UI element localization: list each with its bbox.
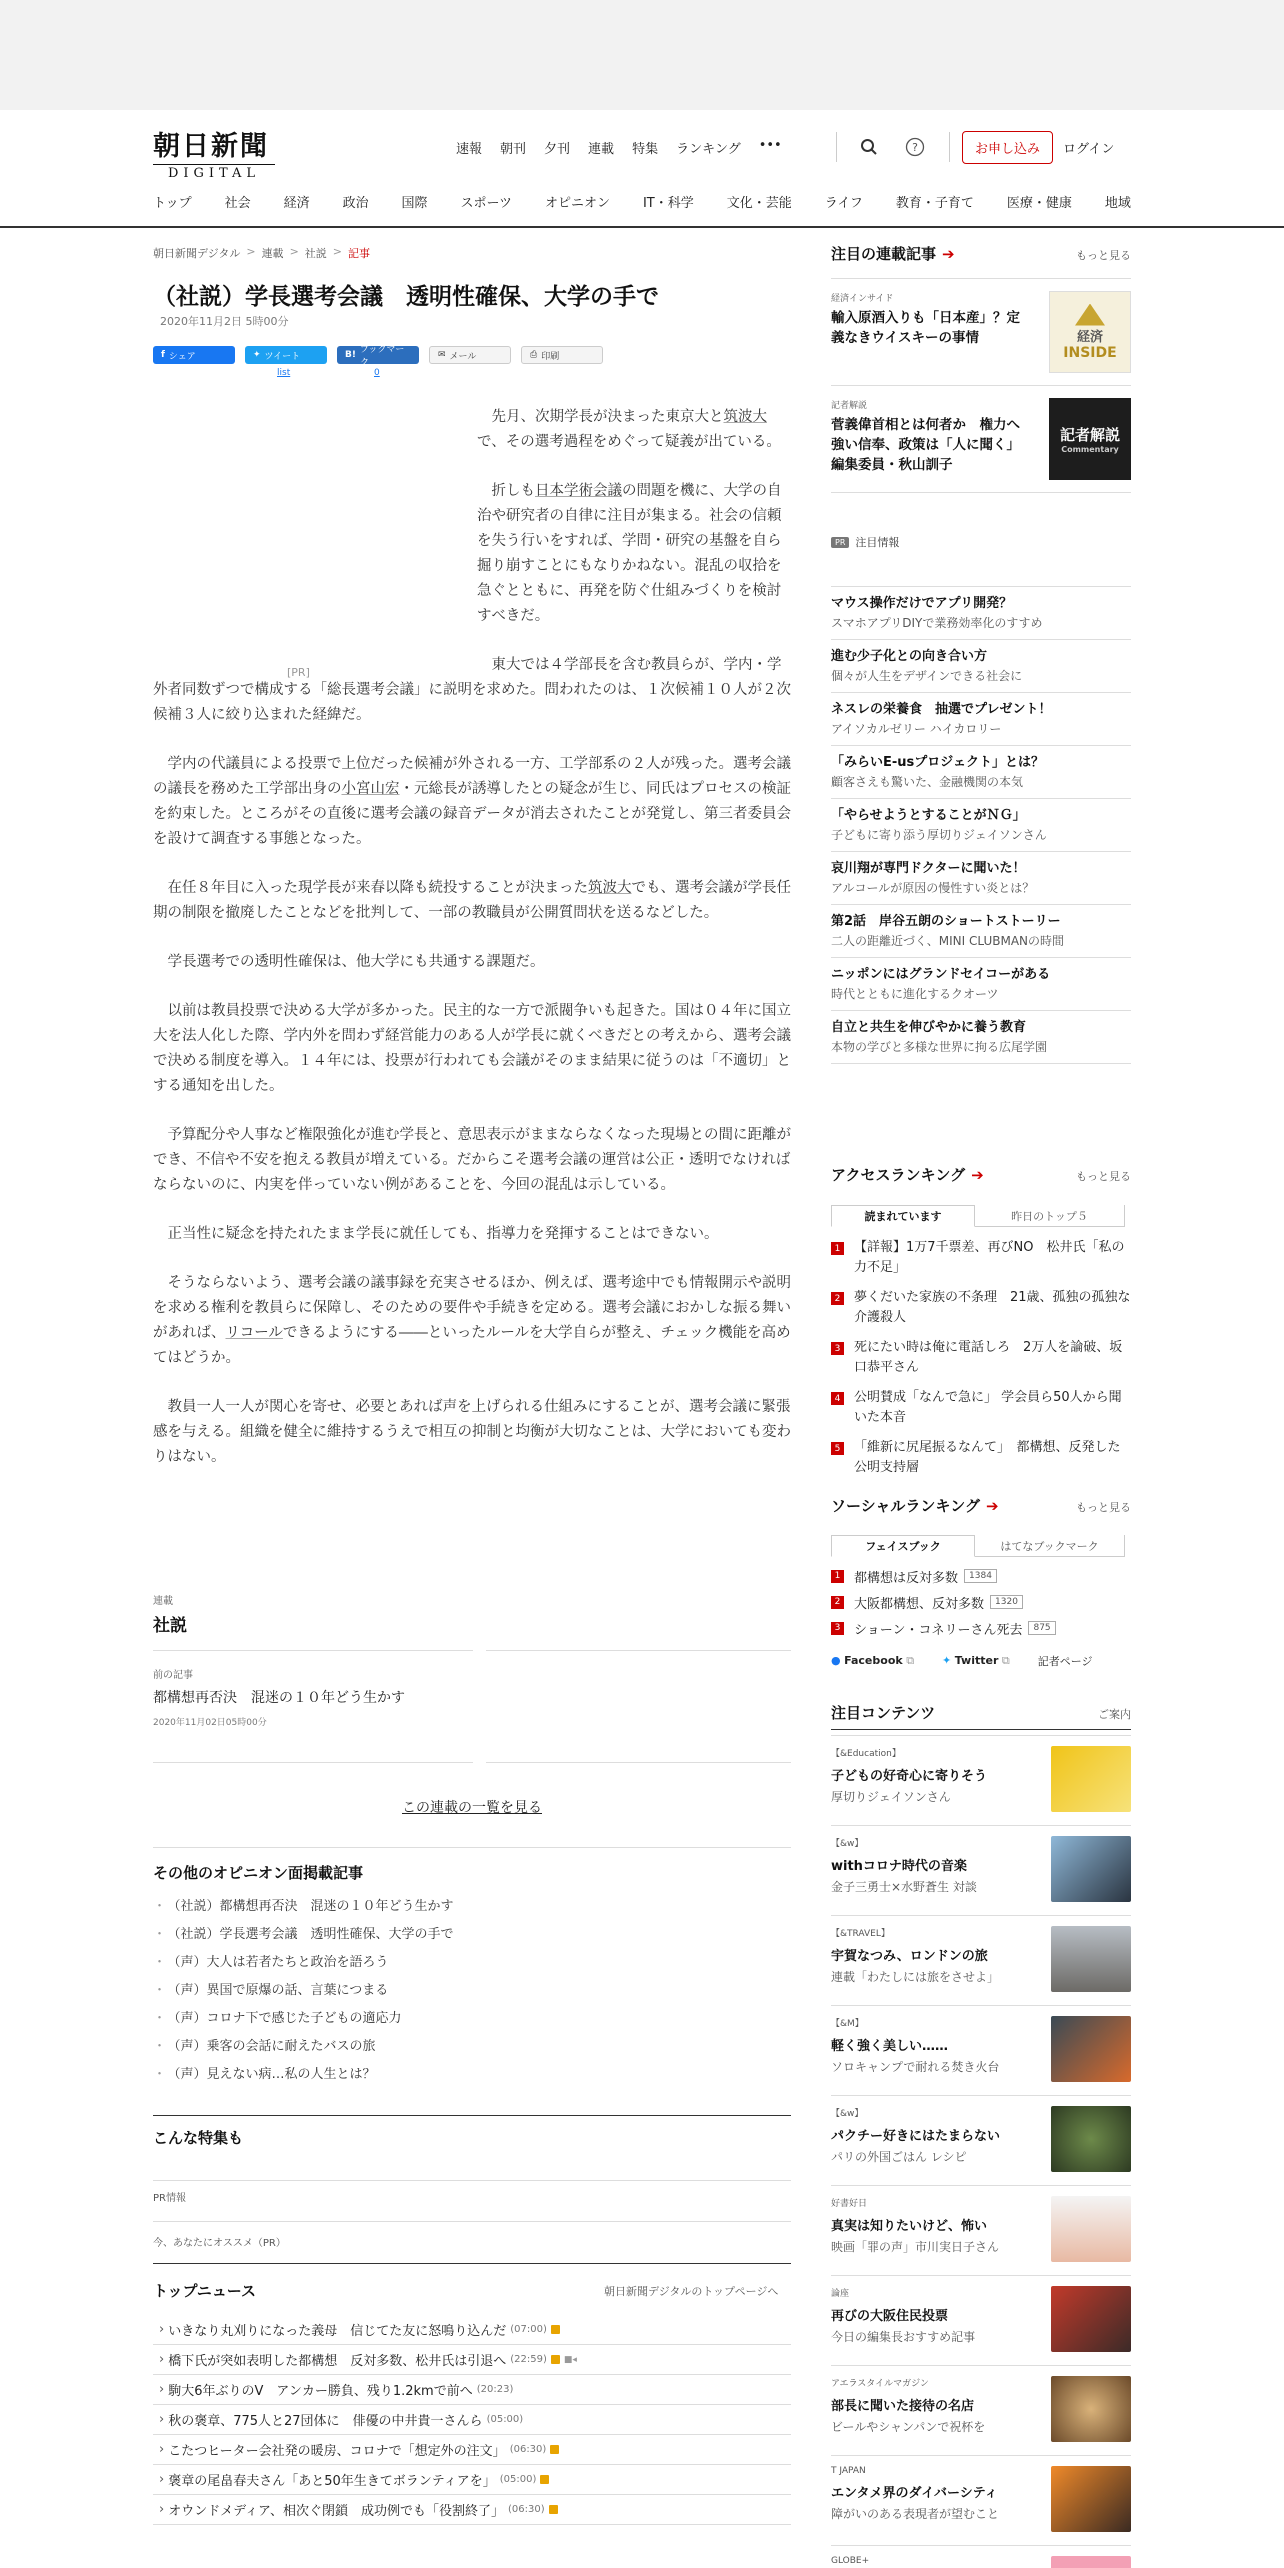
- social-footer: [831, 1653, 1131, 1669]
- series-card[interactable]: 記者解説 菅義偉首相とは何者か 権力へ強い信奉、政策は「人に聞く」 編集委員・秋山訓子 記者解説 Commentary: [831, 386, 1131, 493]
- pr-item[interactable]: 「やらせようとすることがＮＧ」 子どもに寄り添う厚切りジェイソンさん: [831, 799, 1131, 852]
- crumb-rensai[interactable]: 連載: [261, 247, 284, 260]
- pr-item[interactable]: 自立と共生を伸びやかに養う教育 本物の学びと多様な世界に拘る広尾学園: [831, 1011, 1131, 1064]
- arrow-right-icon: ➔: [942, 244, 955, 263]
- divider: [153, 1762, 473, 1763]
- content-thumbnail: [1051, 2376, 1131, 2442]
- paragraph: 教員一人一人が関心を寄せ、必要とあれば声を上げられる仕組みにすることが、選考会議に緊張感を与える。組織を健全に維持するうえで相互の抑制と均衡が大切なことは、大学においても変わりはない。: [153, 1399, 791, 1465]
- recommend-label: 今、あなたにオススメ（PR）: [153, 2238, 286, 2249]
- article-body: [153, 405, 791, 1494]
- top-nav: [456, 138, 800, 157]
- external-link-icon: ⧉: [1001, 1654, 1010, 1667]
- pr-item[interactable]: マウス操作だけでアプリ開発？ スマホアプリDIYで業務効率化のすすめ: [831, 587, 1131, 640]
- site-header: [0, 110, 1284, 228]
- top-page-link[interactable]: 朝日新聞デジタルのトップページへ: [604, 2285, 779, 2298]
- news-item[interactable]: › 褒章の尾畠春夫さん「あと50年生きてボランティアを」 (05:00): [153, 2465, 791, 2495]
- content-card[interactable]: アエラスタイルマガジン 部長に聞いた接待の名店 ビールやシャンパンで祝杯を: [831, 2365, 1131, 2455]
- twitter-icon: ✦: [942, 1654, 952, 1667]
- tab-yesterday-top5[interactable]: 昨日のトップ５: [975, 1205, 1125, 1227]
- hatena-bookmark-button[interactable]: B! ブックマーク: [337, 346, 419, 364]
- lock-icon: [551, 2325, 560, 2334]
- content-card[interactable]: 【&M】 軽く強く美しい…… ソロキャンプで耐れる焚き火台: [831, 2005, 1131, 2095]
- paragraph: 以前は教員投票で決める大学が多かった。民主的な一方で派閥争いも起きた。国は０４年に国立大を法人化した際、学内外を問わず経営能力のある人が学長に就くべきだとの考えから、選考会議で決める制度を導入。１４年には、投票が行われても会議がそのまま結果に従うのは「不適切」とする通知を出した。: [153, 1003, 791, 1094]
- content-card[interactable]: 論座 再びの大阪住民投票 今日の編集長おすすめ記事: [831, 2275, 1131, 2365]
- bookmark-count[interactable]: 0: [374, 368, 380, 378]
- login-link[interactable]: ログイン: [1063, 141, 1115, 157]
- article-date: 2020年11月2日 5時00分: [160, 315, 289, 328]
- cat-sports[interactable]: スポーツ: [460, 196, 513, 211]
- divider: [153, 2263, 791, 2264]
- top-news-heading: トップニュース: [153, 2282, 257, 2300]
- mail-icon: ✉: [438, 350, 446, 360]
- prev-article[interactable]: 前の記事 都構想再否決 混迷の１０年どう生かす 2020年11月02日05時00分: [153, 1670, 405, 1728]
- kisha-kaisetsu-thumbnail: 記者解説 Commentary: [1049, 398, 1131, 480]
- paragraph: 学長選考での透明性確保は、他大学にも共通する課題だ。: [167, 954, 545, 970]
- chart-icon: [1075, 304, 1105, 326]
- facebook-icon: ●: [831, 1654, 841, 1667]
- news-item[interactable]: › オウンドメディア、相次ぐ閉鎖 成功例でも「役割終了」 (06:30): [153, 2495, 791, 2525]
- external-link-icon: ⧉: [906, 1654, 915, 1667]
- list-item[interactable]: ・ （声）見えない病…私の人生とは？: [153, 2061, 791, 2089]
- social-ranking-heading: ソーシャルランキング ➔ もっと見る: [831, 1496, 1131, 1515]
- hatena-icon: B!: [345, 350, 356, 360]
- ranking-item[interactable]: 4 公明賛成「なんで急に」 学会員ら50人から聞いた本音: [831, 1383, 1131, 1433]
- divider: [949, 132, 950, 162]
- news-item[interactable]: › 駒大6年ぶりのV アンカー勝負、残り1.2kmで前へ (20:23): [153, 2375, 791, 2405]
- nav-choukan[interactable]: 朝刊: [500, 142, 527, 157]
- nav-more[interactable]: •••: [758, 138, 782, 153]
- top-news-list: [153, 2315, 791, 2525]
- cat-life[interactable]: ライフ: [824, 196, 863, 211]
- content-card[interactable]: 【&Education】 子どもの好奇心に寄りそう 厚切りジェイソンさん: [831, 1735, 1131, 1825]
- tag-link[interactable]: 小宮山宏: [341, 781, 400, 797]
- help-icon[interactable]: [903, 135, 927, 159]
- pr-info-label: PR情報: [153, 2193, 186, 2204]
- mail-button[interactable]: ✉ メール: [429, 346, 511, 364]
- more-link[interactable]: もっと見る: [1076, 249, 1131, 262]
- nav-tokushu[interactable]: 特集: [632, 142, 659, 157]
- video-icon: ■◂: [563, 2354, 577, 2365]
- social-tabs: [831, 1535, 1131, 1557]
- tokushu-heading: こんな特集も: [153, 2129, 244, 2147]
- more-link[interactable]: もっと見る: [1076, 1170, 1131, 1183]
- news-item[interactable]: › 秋の褒章、775人と27団体に 俳優の中井貴一さんら (05:00): [153, 2405, 791, 2435]
- list-item[interactable]: ・ （声）大人は若者たちと政治を語ろう: [153, 1949, 791, 1977]
- list-item[interactable]: ・ （社説）都構想再否決 混迷の１０年どう生かす: [153, 1893, 791, 1921]
- facebook-share-button[interactable]: f シェア: [153, 346, 235, 364]
- list-item[interactable]: ・ （社説）学長選考会議 透明性確保、大学の手で: [153, 1921, 791, 1949]
- pr-item[interactable]: 第2話 岸谷五朗のショートストーリー 二人の距離近づく、MINI CLUBMANの時間: [831, 905, 1131, 958]
- chevron-right-icon: ›: [159, 2382, 165, 2397]
- rank-number: 1: [831, 1570, 844, 1583]
- chevron-right-icon: ›: [159, 2472, 165, 2487]
- pr-item[interactable]: ネスレの栄養食 抽選でプレゼント！ アイソカルゼリー ハイカロリー: [831, 693, 1131, 746]
- ranking-item[interactable]: 2 大阪都構想、反対多数 1320: [831, 1589, 1131, 1615]
- news-item[interactable]: › こたつヒーター会社発の暖房、コロナで「想定外の注文」 (06:30): [153, 2435, 791, 2465]
- paragraph: 在任８年目に入った現学長が来春以降も続投することが決まった筑波大でも、選考会議が学長任期の制限を撤廃したことなどを批判して、一部の教職員が公開質問状を送るなどした。: [153, 880, 791, 921]
- rank-number: 1: [831, 1242, 844, 1255]
- cat-it[interactable]: IT・科学: [642, 196, 694, 211]
- rank-number: 2: [831, 1596, 844, 1609]
- crumb-home[interactable]: 朝日新聞デジタル: [153, 247, 241, 260]
- chevron-right-icon: ›: [159, 2412, 165, 2427]
- lock-icon: [549, 2505, 558, 2514]
- paragraph: 先月、次期学長が決まった東京大と筑波大で、その選考過程をめぐって疑義が出ている。: [477, 409, 781, 450]
- nav-yuukan[interactable]: 夕刊: [544, 142, 571, 157]
- top-ad-banner: [0, 0, 1284, 110]
- cat-iryo[interactable]: 医療・健康: [1006, 196, 1072, 211]
- divider: [836, 132, 837, 162]
- list-item[interactable]: ・ （声）コロナ下で感じた子どもの適応力: [153, 2005, 791, 2033]
- series-info: 連載 社説: [153, 1592, 791, 1636]
- cat-kokusai[interactable]: 国際: [401, 196, 428, 211]
- list-item[interactable]: ・ （声）乗客の会話に耐えたバスの旅: [153, 2033, 791, 2061]
- twitter-icon: ✦: [253, 350, 261, 360]
- tab-facebook[interactable]: フェイスブック: [831, 1535, 975, 1557]
- pr-list: [831, 586, 1131, 1064]
- search-icon[interactable]: [857, 135, 881, 159]
- ranking-item[interactable]: 3 ショーン・コネリーさん死去 875: [831, 1615, 1131, 1641]
- divider: [486, 1650, 791, 1651]
- keizai-inside-thumbnail: 経済 INSIDE: [1049, 291, 1131, 373]
- tag-link[interactable]: 筑波大: [588, 880, 632, 896]
- tag-link[interactable]: 日本学術会議: [535, 483, 622, 499]
- pr-heading: PR 注目情報: [831, 534, 1131, 550]
- news-item[interactable]: › 橋下氏が突如表明した都構想 反対多数、松井氏は引退へ (22:59) ■◂: [153, 2345, 791, 2375]
- content-card[interactable]: 【&TRAVEL】 宇賀なつみ、ロンドンの旅 連載「わたしには旅をさせよ」: [831, 1915, 1131, 2005]
- divider: [486, 1762, 791, 1763]
- print-button[interactable]: ⎙ 印刷: [521, 346, 603, 364]
- facebook-link[interactable]: ● Facebook ⧉: [831, 1654, 915, 1667]
- ranking-item[interactable]: 3 死にたい時は俺に電話しろ 2万人を論破、坂口恭平さん: [831, 1333, 1131, 1383]
- cat-seiji[interactable]: 政治: [342, 196, 369, 211]
- content-card[interactable]: T JAPAN エンタメ界のダイバーシティ 障がいのある表現者が望むこと: [831, 2455, 1131, 2545]
- paragraph: 学内の代議員による投票で上位だった候補が外される一方、工学部系の２人が残った。選考会議の議長を務めた工学部出身の小宮山宏・元総長が誘導したとの疑念が生じ、同氏はプロセスの検証を約束した。ところがその直後に選考会議の録音データが消去されたことが発覚し、第三者委員会を設けて調査する事態となった。: [153, 756, 791, 847]
- content-card[interactable]: 【&w】 パクチー好きにはたまらない パリの外国ごはん レシピ: [831, 2095, 1131, 2185]
- arrow-right-icon: ➔: [971, 1165, 984, 1184]
- featured-contents-list: [831, 1735, 1131, 2568]
- tag-link[interactable]: 筑波大: [723, 409, 767, 425]
- featured-series: 注目の連載記事 ➔ もっと見る 経済インサイド 輸入原酒入りも「日本産」？定義なきウイスキーの事情 経済 INSIDE 記者解説 菅義偉首相とは何者か 権力へ強い信奉、政策は「人に聞く」 編集委員・秋山訓子 記者解説 Commentary: [831, 243, 1131, 493]
- content-card[interactable]: GLOBE+: [831, 2545, 1131, 2568]
- paragraph: 折しも日本学術会議の問題を機に、大学の自治や研究者の自律に注目が集まる。社会の信頼を失う行いをすれば、学問・研究の基盤を自ら掘り崩すことにもなりかねない。混乱の収拾を急ぐとともに、再発を防ぐ仕組みづくりを検討すべきだ。: [477, 483, 782, 624]
- cat-chiiki[interactable]: 地域: [1104, 196, 1131, 211]
- more-link[interactable]: もっと見る: [1076, 1501, 1131, 1514]
- content-thumbnail: [1051, 2466, 1131, 2532]
- guide-link[interactable]: ご案内: [1098, 1708, 1131, 1721]
- divider: [153, 1847, 791, 1848]
- content-thumbnail: [1051, 2286, 1131, 2352]
- pr-badge: PR: [831, 537, 849, 548]
- crumb-current: 記事: [348, 247, 370, 260]
- nav-sokuho[interactable]: 速報: [456, 142, 483, 157]
- twitter-share-button[interactable]: ✦ ツイート: [245, 346, 327, 364]
- nav-rensai[interactable]: 連載: [588, 142, 615, 157]
- chevron-right-icon: ›: [159, 2502, 165, 2517]
- breadcrumb: 朝日新聞デジタル > 連載 > 社説 > 記事: [153, 245, 370, 260]
- pr-item[interactable]: ニッポンにはグランドセイコーがある 時代とともに進化するクオーツ: [831, 958, 1131, 1011]
- svg-text:?: ?: [912, 141, 918, 154]
- facebook-icon: f: [161, 350, 165, 360]
- cat-kyoiku[interactable]: 教育・子育て: [895, 196, 974, 211]
- subscribe-button[interactable]: お申し込み: [962, 131, 1053, 164]
- ranking-item[interactable]: 5 「維新に尻尾振るなんて」 都構想、反発した公明支持層: [831, 1433, 1131, 1483]
- nav-ranking[interactable]: ランキング: [676, 142, 741, 157]
- pr-item[interactable]: 進む少子化との向き合い方 個々が人生をデザインできる社会に: [831, 640, 1131, 693]
- chevron-right-icon: ›: [159, 2322, 165, 2337]
- tab-most-read[interactable]: 読まれています: [831, 1205, 975, 1227]
- cat-opinion[interactable]: オピニオン: [544, 196, 610, 211]
- content-thumbnail: [1051, 2016, 1131, 2082]
- pr-item[interactable]: 「みらいE-usプロジェクト」とは？ 顧客さえも驚いた、金融機関の本気: [831, 746, 1131, 799]
- asahi-logo[interactable]: 朝日新聞 DIGITAL: [153, 124, 283, 181]
- other-opinion-articles: その他のオピニオン面掲載記事 ・ （社説）都構想再否決 混迷の１０年どう生かす ・ （社説）学長選考会議 透明性確保、大学の手で ・ （声）大人は若者たちと政治を語ろう ・ （声）異国で原爆の話、言葉につまる ・ （声）コロナ下で感じた子どもの適応力 ・ （声）乗客の会話に耐えたバスの旅 ・ （声）見えない病…私の人生とは？: [153, 1862, 791, 2089]
- chevron-right-icon: ›: [159, 2442, 165, 2457]
- access-tabs: [831, 1205, 1131, 1227]
- divider: [153, 2221, 791, 2222]
- arrow-right-icon: ➔: [985, 1496, 999, 1515]
- share-buttons: [153, 345, 603, 368]
- crumb-shasetsu[interactable]: 社説: [304, 247, 327, 260]
- rank-number: 3: [831, 1622, 844, 1635]
- cat-shakai[interactable]: 社会: [224, 196, 251, 211]
- social-ranking-list: [831, 1563, 1131, 1641]
- twitter-link[interactable]: ✦ Twitter ⧉: [942, 1654, 1010, 1667]
- print-icon: ⎙: [530, 350, 538, 360]
- rank-number: 5: [831, 1442, 844, 1455]
- featured-contents-heading: 注目コンテンツ ご案内: [831, 1702, 1131, 1730]
- lock-icon: [540, 2475, 549, 2484]
- access-ranking-heading: アクセスランキング ➔ もっと見る: [831, 1165, 1131, 1184]
- news-item[interactable]: › いきなり丸刈りになった義母 信じてた友に怒鳴り込んだ (07:00): [153, 2315, 791, 2345]
- article-title: （社説）学長選考会議 透明性確保、大学の手で: [153, 284, 659, 310]
- content-thumbnail: [1051, 1836, 1131, 1902]
- chevron-right-icon: ›: [159, 2352, 165, 2367]
- series-name[interactable]: 社説: [153, 1616, 187, 1636]
- reporter-page-link[interactable]: 記者ページ: [1037, 1655, 1093, 1668]
- series-list-link[interactable]: この連載の一覧を見る: [402, 1800, 542, 1816]
- ranking-item[interactable]: 1 【詳報】1万7千票差、再びNO 松井氏「私の力不足」: [831, 1233, 1131, 1283]
- paragraph: 東大では４学部長を含む教員らが、学内・学外者同数ずつで構成する「総長選考会議」に説明を求めた。問われたのは、１次候補１０人が２次候補３人に絞り込まれた経緯だ。: [153, 657, 791, 723]
- cat-bunka[interactable]: 文化・芸能: [726, 196, 792, 211]
- paragraph: 正当性に疑念を持たれたまま学長に就任しても、指導力を発揮することはできない。: [167, 1226, 719, 1242]
- rank-number: 3: [831, 1342, 844, 1355]
- content-thumbnail: [1051, 2196, 1131, 2262]
- content-thumbnail: [1051, 1926, 1131, 1992]
- divider: [153, 1650, 473, 1651]
- series-card[interactable]: 経済インサイド 輸入原酒入りも「日本産」？定義なきウイスキーの事情 経済 INSIDE: [831, 278, 1131, 386]
- pr-label: [PR]: [287, 666, 310, 679]
- cat-keizai[interactable]: 経済: [283, 196, 310, 211]
- access-ranking-list: [831, 1233, 1131, 1483]
- content-thumbnail: [1051, 2556, 1131, 2568]
- tag-link[interactable]: リコール: [225, 1325, 283, 1341]
- content-thumbnail: [1051, 2106, 1131, 2172]
- rank-number: 2: [831, 1292, 844, 1305]
- divider: [153, 2115, 791, 2116]
- tab-hatena[interactable]: はてなブックマーク: [975, 1535, 1125, 1557]
- pr-item[interactable]: 哀川翔が専門ドクターに聞いた！ アルコールが原因の慢性すい炎とは？: [831, 852, 1131, 905]
- list-item[interactable]: ・ （声）異国で原爆の話、言葉につまる: [153, 1977, 791, 2005]
- content-thumbnail: [1051, 1746, 1131, 1812]
- rank-number: 4: [831, 1392, 844, 1405]
- divider: [153, 2180, 791, 2181]
- content-card[interactable]: 好書好日 真実は知りたいけど、怖い 映画「罪の声」市川実日子さん: [831, 2185, 1131, 2275]
- lock-icon: [550, 2445, 559, 2454]
- header-actions: [836, 132, 1114, 162]
- tweet-count[interactable]: list: [277, 368, 291, 378]
- content-card[interactable]: 【&w】 withコロナ時代の音楽 金子三勇士×水野蒼生 対談: [831, 1825, 1131, 1915]
- lock-icon: [551, 2355, 560, 2364]
- cat-top[interactable]: トップ: [153, 196, 192, 211]
- paragraph: そうならないよう、選考会議の議事録を充実させるほか、例えば、選考途中でも情報開示や説明を求める権利を教員らに保障し、そのための要件や手続きを定める。選考会議におかしな振る舞いがあれば、リコールできるようにする――といったルールを大学自らが整え、チェック機能を高めてはどうか。: [153, 1275, 791, 1366]
- category-nav: [153, 192, 1131, 211]
- ranking-item[interactable]: 1 都構想は反対多数 1384: [831, 1563, 1131, 1589]
- ranking-item[interactable]: 2 夢くだいた家族の不条理 21歳、孤独の孤独な介護殺人: [831, 1283, 1131, 1333]
- paragraph: 予算配分や人事など権限強化が進む学長と、意思表示がままならなくなった現場との間に距離ができ、不信や不安を抱える教員が増えている。だからこそ選考会議の運営は公正・透明でなければならないのに、内実を伴っていない例があることを、今回の混乱は示している。: [153, 1127, 791, 1193]
